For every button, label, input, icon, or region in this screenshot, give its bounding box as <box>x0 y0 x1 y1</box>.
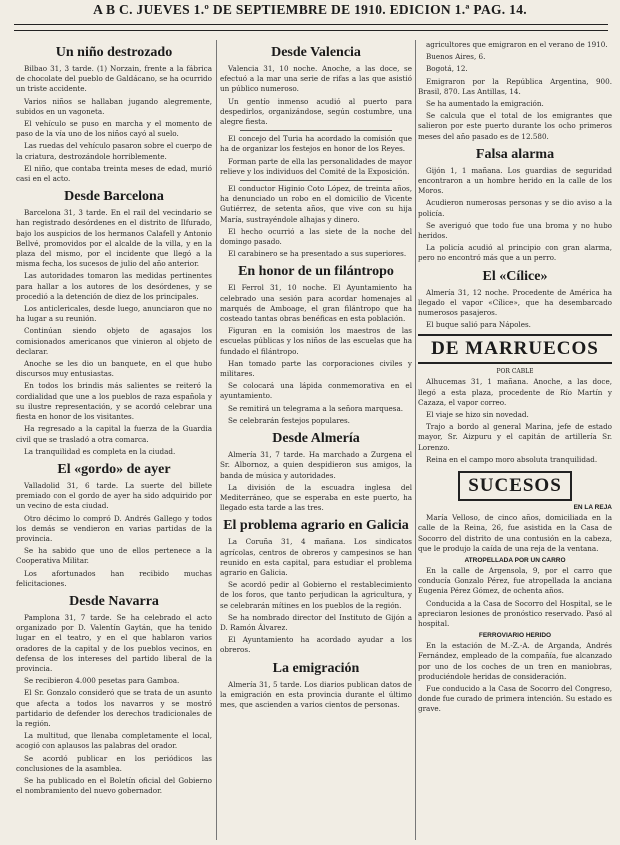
header-rule-thin <box>14 30 608 31</box>
paragraph: Bogotá, 12. <box>426 64 468 74</box>
paragraph: El hecho ocurrió a las siete de la noche del domingo pasado. <box>220 226 412 247</box>
column-divider <box>216 40 217 840</box>
paragraph: Gijón 1, 1 mañana. Los guardias de seguridad encontraron a un hombre herido en la calle de los Moros. <box>418 165 612 196</box>
paragraph: El buque salió para Nápoles. <box>426 320 531 330</box>
article-body <box>220 184 412 259</box>
article-body <box>16 613 212 796</box>
paragraph: Continúan siendo objeto de agasajos los comisionados americanos que vinieron al objeto de declarar. <box>16 326 212 356</box>
paragraph: Las autoridades tomaron las medidas pertinentes para hallar a los autores de los desórdenes, y se procedió a la detención de diez de los principales. <box>16 271 212 301</box>
column-2 <box>220 40 412 840</box>
paragraph: Se acordó pedir al Gobierno el restablecimiento de los foros, que tanto perjudican la agricultura, y se celebrarán mítines en los pueblos de la región. <box>220 580 412 610</box>
paragraph: En todos los brindis más salientes se reiteró la cordialidad que une a los pueblos de raza española y su ilustre representación, y se acordó celebrar una fiesta en honor de los visitantes. <box>16 381 212 422</box>
paragraph: Alhucemas 31, 1 mañana. Anoche, a las doce, llegó a esta plaza, procedente de Río Martín y Cazaza, el vapor correo. <box>418 377 612 407</box>
article-body <box>220 283 412 426</box>
paragraph: Varios niños se hallaban jugando alegremente, subidos en un vagoneta. <box>16 96 212 116</box>
paragraph: Han tomado parte las corporaciones civiles y militares. <box>220 358 412 379</box>
paragraph: agricultores que emigraron en el verano de 1910. <box>426 40 608 49</box>
paragraph: Valladolid 31, 6 tarde. La suerte del billete premiado con el gordo de ayer ha sido adquirido por un vecino de esta ciudad. <box>16 480 212 511</box>
article-body <box>220 537 412 655</box>
paragraph: Un gentío inmenso acudió al puerto para despedirlos, organizándose, según costumbre, una alegre fiesta. <box>220 96 412 127</box>
paragraph: Pamplona 31, 7 tarde. Se ha celebrado el acto organizado por D. Valentín Gaytán, que ha tenido lugar en el teatro, y en el que hablaron varios oradores de la capital y de los pueblos vecinos, en defensa de los intereses del partido liberal de la provincia. <box>16 612 212 673</box>
paragraph: Conducida a la Casa de Socorro del Hospital, se le apreciaron lesiones de pronóstico reservado. Pasó al hospital. <box>418 598 612 628</box>
article-body <box>220 450 412 513</box>
article-body <box>418 513 612 554</box>
section-banner: SUCESOS <box>458 471 572 501</box>
article-body <box>418 166 612 264</box>
paragraph: La policía acudió al principio con gran alarma, pero no encontró más que a un perro. <box>418 243 612 263</box>
paragraph: Otro décimo lo compró D. Andrés Gallego y todos los demás se vendieron en varias partidas de la provincia. <box>16 513 212 543</box>
article-body <box>220 680 412 711</box>
paragraph: Se ha nombrado director del Instituto de Gijón a D. Ramón Álvarez. <box>220 612 412 632</box>
article-body <box>418 288 612 331</box>
paragraph: Ha regresado a la capital la fuerza de la Guardia civil que se trasladó a otra comarca. <box>16 424 212 444</box>
paragraph: Se recibieron 4.000 pesetas para Gamboa. <box>24 676 180 686</box>
paragraph: Reina en el campo moro absoluta tranquilidad. <box>426 454 598 464</box>
paragraph: La división de la escuadra inglesa del Mediterráneo, que se esperaba en este puerto, ha llegado esta tarde a las tres. <box>220 482 412 513</box>
paragraph: Forman parte de ella las personalidades de mayor relieve y los individuos del Comité de la Exposición. <box>220 156 412 176</box>
article-heading: Falsa alarma <box>475 146 555 162</box>
article-heading: Un niño destrozado <box>55 45 173 60</box>
article-body <box>418 641 612 714</box>
subheading: ATROPELLADA POR UN CARRO <box>464 556 566 564</box>
divider <box>240 180 392 181</box>
paragraph: El Ferrol 31, 10 noche. El Ayuntamiento ha celebrado una sesión para acordar homenajes al marqués de Amboage, el gran filántropo que ha costeado tantas obras benéficas en esta población. <box>220 283 412 324</box>
article-body <box>220 134 412 177</box>
paragraph: Fue conducido a la Casa de Socorro del Congreso, donde fue curado de primera intención. Su estado es grave. <box>418 683 612 714</box>
article-body <box>418 40 612 142</box>
paragraph: Se celebrarán festejos populares. <box>228 415 350 425</box>
paragraph: Se remitirá un telegrama a la señora marquesa. <box>228 403 404 413</box>
paragraph: Se colocará una lápida conmemorativa en el ayuntamiento. <box>220 381 412 401</box>
paragraph: El Sr. Gonzalo consideró que se trata de un asunto que afecta a todos los navarros y se mostró partidario de defender los derechos tradicionales de la región. <box>16 688 212 728</box>
paragraph: Acudieron numerosas personas y se dio aviso a la policía. <box>418 198 612 218</box>
paragraph: Anoche se les dio un banquete, en el que hubo discursos muy entusiastas. <box>16 359 212 379</box>
article-heading: Desde Navarra <box>69 593 159 609</box>
paragraph: Bilbao 31, 3 tarde. (1) Norzain, frente a la fábrica de chocolate del pueblo de Galdácano, se ha ocurrido un triste accidente. <box>16 64 212 94</box>
article-body <box>16 481 212 589</box>
paragraph: La Coruña 31, 4 mañana. Los sindicatos agrícolas, centros de obreros y campesinos se han reunido en esta capital, para estudiar el problema agrario en Galicia. <box>220 537 412 577</box>
paragraph: La tranquilidad es completa en la ciudad. <box>24 446 176 456</box>
paragraph: Barcelona 31, 3 tarde. En el rail del vecindario se han registrado desórdenes en el distrito de Ilfurado, bajo los auspicios de los hermanos Calafell y Antonio Bellvé, promovidos por el alcalde de la villa, y en la plaza del mismo, por el incidente que llegó a la misma fecha, los sucesos de julio del año anterior. <box>16 208 212 269</box>
header-rule <box>14 24 608 25</box>
paragraph: María Velloso, de cinco años, domiciliada en la calle de la Reina, 26, fue asistida en la Casa de Socorro del distrito de una contusión en la cabeza, que le produjo la caída de una reja de la ventana. <box>418 513 612 553</box>
paragraph: El niño, que contaba treinta meses de edad, murió casi en el acto. <box>16 163 212 184</box>
paragraph: Se ha sabido que uno de ellos pertenece a la Cooperativa Militar. <box>16 546 212 566</box>
paragraph: En la calle de Argensola, 9, por el carro que conducía Gonzalo Pérez, fue atropellada la anciana Eugenia Pérez Gómez, de ochenta años. <box>418 565 612 596</box>
paragraph: El concejo del Turia ha acordado la comisión que ha de organizar los festejos en honor de los Reyes. <box>220 134 412 154</box>
masthead: A B C. JUEVES 1.º DE SEPTIEMBRE DE 1910. EDICION 1.ª PAG. 14. <box>93 2 527 17</box>
paragraph: El viaje se hizo sin novedad. <box>426 410 529 420</box>
paragraph: Se ha publicado en el Boletín oficial del Gobierno el nombramiento del nuevo gobernador. <box>16 775 212 796</box>
paragraph: La multitud, que llenaba completamente el local, acogió con aplausos las palabras del orador. <box>16 731 212 751</box>
paragraph: El carabinero se ha presentado a sus superiores. <box>228 249 407 259</box>
article-body <box>16 208 212 457</box>
article-heading: Desde Valencia <box>271 45 361 60</box>
paragraph: Los anticlericales, desde luego, anunciaron que no ha lugar a su reunión. <box>16 304 212 324</box>
article-body <box>418 377 612 465</box>
divider <box>240 130 392 131</box>
column-1 <box>16 40 212 840</box>
article-heading: En honor de un filántropo <box>238 264 394 280</box>
paragraph: Almería 31, 7 tarde. Ha marchado a Zurgena el Sr. Albornoz, a quien despidieron sus amigos, la banda de música y autoridades. <box>220 450 412 480</box>
byline: POR CABLE <box>496 368 534 376</box>
paragraph: Trajo a bordo al general Marina, jefe de estado mayor, Sr. Aizpuru y el capitán de artillería Sr. Lorenzo. <box>418 422 612 452</box>
article-body <box>16 64 212 184</box>
paragraph: En la estación de M.-Z.-A. de Arganda, Andrés Fernández, empleado de la compañía, fue alcanzado por uno de los coches de un tren en maniobras, produciéndole heridas de consideración. <box>418 641 612 681</box>
column-3 <box>418 40 612 840</box>
article-body <box>220 64 412 127</box>
article-heading: El problema agrario en Galicia <box>223 518 409 534</box>
subheading: FERROVIARIO HERIDO <box>478 632 552 640</box>
paragraph: Se acordó publicar en los periódicos las conclusiones de la asamblea. <box>16 753 212 773</box>
paragraph: Almería 31, 12 noche. Procedente de América ha llegado el vapor «Cílice», que ha desembarcado numerosos pasajeros. <box>418 287 612 318</box>
paragraph: Emigraron por la República Argentina, 900. Brasil, 870. Las Antillas, 14. <box>418 76 612 96</box>
paragraph: Se calcula que el total de los emigrantes que salieron por este puerto durante los ocho primeros meses del año pasado es de 12.580. <box>418 111 612 141</box>
paragraph: Las ruedas del vehículo pasaron sobre el cuerpo de la criatura, destrozándole horriblemente. <box>16 141 212 161</box>
article-heading: Desde Almería <box>272 431 360 447</box>
article-heading: La emigración <box>272 660 360 676</box>
paragraph: El vehículo se puso en marcha y el momento de paso de la vía uno de los niños cayó al suelo. <box>16 119 212 139</box>
paragraph: Se ha aumentado la emigración. <box>426 99 544 109</box>
paragraph: El conductor Higinio Coto López, de treinta años, ha denunciado un robo en el domicilio de Vicente Gutiérrez, de setenta años, que vive con su hija María, sustrayéndole alhajas y dinero. <box>220 184 412 224</box>
paragraph: Valencia 31, 10 noche. Anoche, a las doce, se efectuó a la mar una serie de rifas a las que asistió un público numeroso. <box>220 64 412 94</box>
paragraph: Figuran en la comisión los maestros de las escuelas públicas y los niños de las escuelas que ha fundado el filántropo. <box>220 326 412 356</box>
paragraph: El Ayuntamiento ha acordado ayudar a los obreros. <box>220 635 412 655</box>
article-body <box>418 566 612 629</box>
article-heading: Desde Barcelona <box>64 189 164 205</box>
article-heading: El «gordo» de ayer <box>57 461 171 477</box>
section-banner: DE MARRUECOS <box>418 334 612 364</box>
paragraph: Buenos Aires, 6. <box>426 52 486 62</box>
paragraph: Los afortunados han recibido muchas felicitaciones. <box>16 568 212 588</box>
paragraph: Almería 31, 5 tarde. Los diarios publican datos de la emigración en esta provincia durante el último mes, que ascienden a varios cientos de personas. <box>220 679 412 709</box>
paragraph: Se averiguó que todo fue una broma y no hubo heridos. <box>418 220 612 241</box>
column-divider <box>415 40 416 840</box>
subheading: EN LA REJA <box>573 504 612 512</box>
article-heading: El «Cílice» <box>482 268 548 284</box>
